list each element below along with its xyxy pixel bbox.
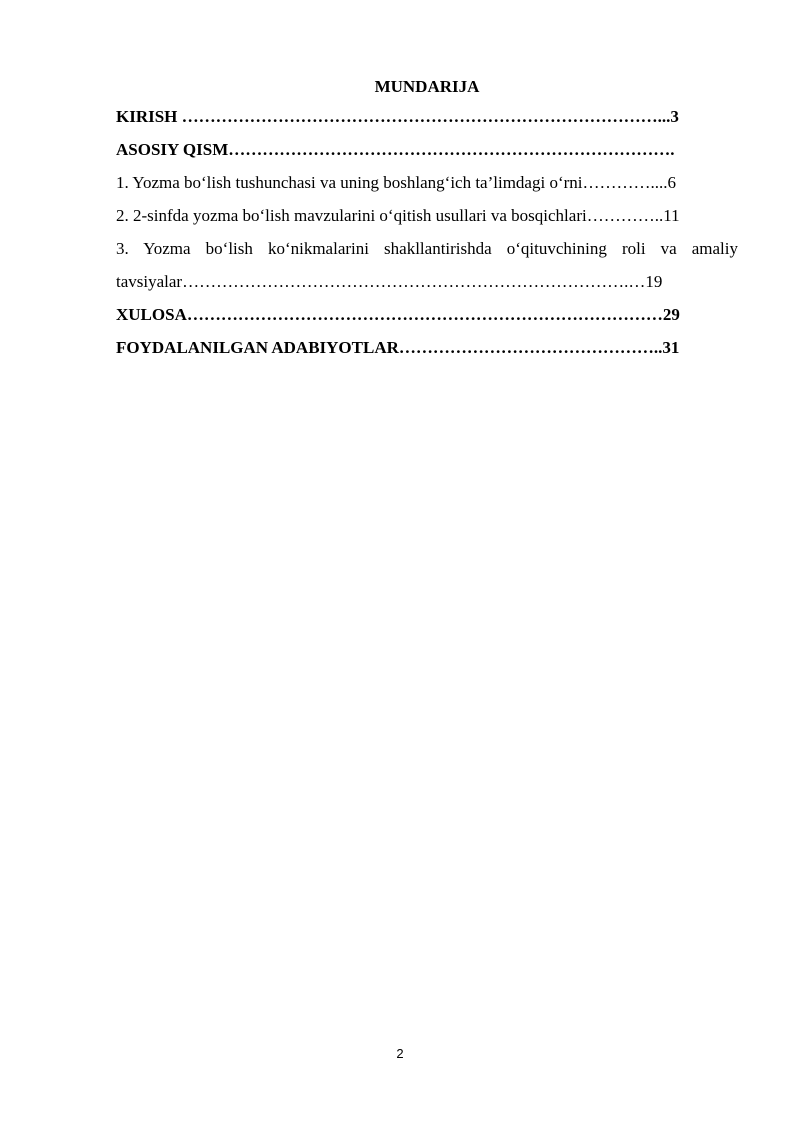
toc-title: MUNDARIJA	[374, 77, 480, 96]
toc-entry-xulosa: XULOSA…………………………………………………………………………29	[116, 305, 680, 324]
toc-entry-asosiy-qism: ASOSIY QISM…………………………………………………………………….	[116, 140, 675, 159]
toc-entry-section-3: 3. Yozma bo‘lish ko‘nikmalarini shakllantirishda o‘qituvchining roli va amaliy	[116, 239, 738, 258]
toc-entry-section-3-continued: tavsiyalar…………………………………………………………………….…19	[116, 272, 663, 291]
table-of-contents	[116, 74, 738, 364]
toc-entry-adabiyotlar: FOYDALANILGAN ADABIYOTLAR………………………………………..31	[116, 338, 680, 357]
toc-entry-section-1: 1. Yozma bo‘lish tushunchasi va uning boshlang‘ich ta’limdagi o‘rni…………....6	[116, 173, 676, 192]
page-number: 2	[396, 1046, 404, 1061]
toc-entry-kirish: KIRISH …………………………………………………………………………...3	[116, 107, 679, 126]
toc-entry-section-2: 2. 2-sinfda yozma bo‘lish mavzularini o‘qitish usullari va bosqichlari…………..11	[116, 206, 680, 225]
